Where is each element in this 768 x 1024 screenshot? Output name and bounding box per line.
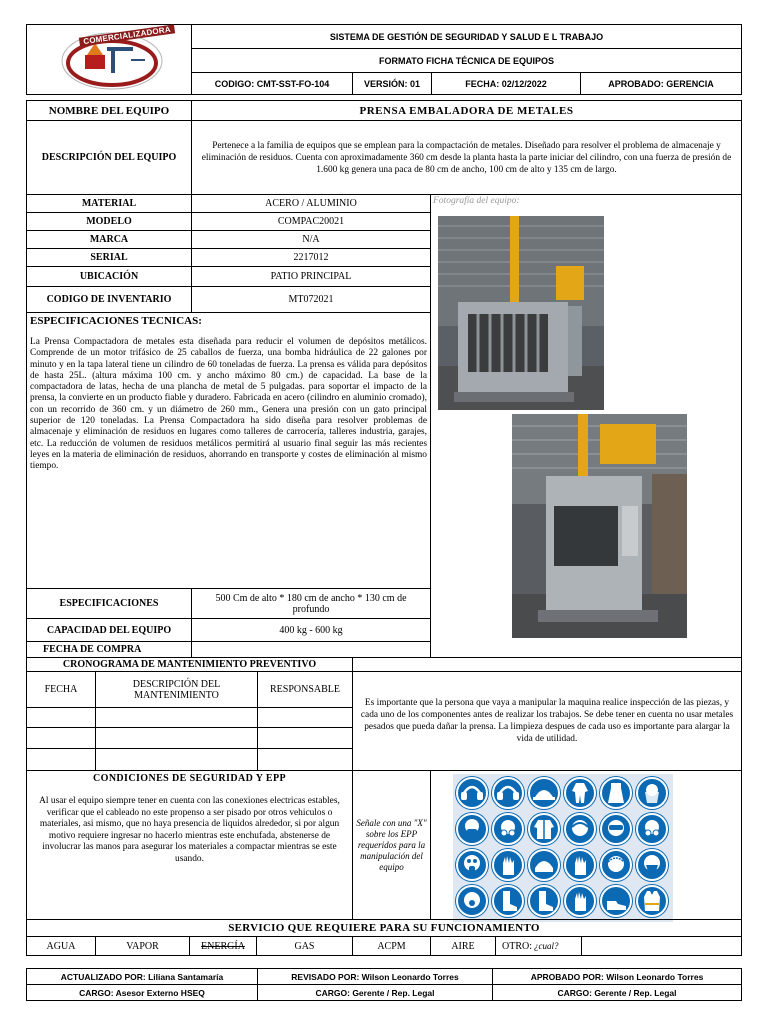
brand-label: MARCA — [26, 230, 192, 249]
approved-role: CARGO: Gerente / Rep. Legal — [492, 984, 742, 1001]
model-value: COMPAC20021 — [191, 212, 431, 231]
service-energia-label: ENERGÍA — [201, 940, 245, 952]
hard-hat-icon[interactable] — [528, 777, 560, 809]
updated-by: ACTUALIZADO POR: Liliana Santamaría — [26, 968, 258, 985]
tech-specs-cell — [26, 312, 431, 589]
service-vapor[interactable]: VAPOR — [95, 936, 190, 956]
capacity-label: CAPACIDAD DEL EQUIPO — [26, 618, 192, 642]
gloves-icon[interactable] — [564, 849, 596, 881]
epp-icon-grid — [453, 774, 673, 922]
ear-defenders-icon[interactable] — [492, 777, 524, 809]
equipment-desc-label: DESCRIPCIÓN DEL EQUIPO — [26, 120, 192, 195]
maintenance-col-fecha: FECHA — [26, 671, 96, 708]
inventory-code-label: CODIGO DE INVENTARIO — [26, 286, 192, 313]
maintenance-cell[interactable] — [257, 707, 353, 728]
head-protection-icon[interactable] — [564, 813, 596, 845]
maintenance-note-cell — [352, 671, 742, 771]
dust-mask-icon[interactable] — [456, 885, 488, 917]
approved-by: APROBADO POR: Wilson Leonardo Torres — [492, 968, 742, 985]
photo-label: Fotografía del equipo: — [433, 196, 520, 206]
specifications-label: ESPECIFICACIONES — [26, 588, 192, 619]
boots-icon[interactable] — [528, 885, 560, 917]
safety-cell — [26, 770, 353, 920]
tech-specs-text: La Prensa Compactadora de metales esta diseñada para reducir el volumen de depósitos metálicos. Comprende de un motor trifásico de 25 caballos de fuerza, una bomba hidráulica de 22 galones por minuto y en la tapa lateral tiene un cilindro de 60 toneladas de fuerza. La prensa es válida para depósitos de hasta 25L. (altura máxima 100 cm. y ancho máximo 80 cm.) de capacidad. La base de la compactadora de latas, hecha de una plancha de metal de 5 pulgadas. para soportar el impacto de la prensa, la convierte en un producto fiable y duradero. Fabricada en acero (cilindro en aluminio cromado), con un recorrido de 360 cm. y un diámetro de 260 mm., Genera una presión con un gato principal superior de 120 toneladas. La Prensa Compactadora ha sido diseña para resolver problemas de almacenaje y eliminación de residuos en lugares como talleres de carrocería, talleres industria, garajes, etc. La reducción de volumen de residuos metálicos permitirá al usuario final seguir las más recientes leyes en la materia de eliminación de residuos, ahorrando en transporte y costes de eliminación al mismo tiempo. — [30, 337, 427, 472]
safety-title: CONDICIONES DE SEGURIDAD Y EPP — [93, 773, 286, 784]
brand-value: N/A — [191, 230, 431, 249]
equipment-desc-cell — [191, 120, 742, 195]
reviewed-by: REVISADO POR: Wilson Leonardo Torres — [257, 968, 493, 985]
service-acpm[interactable]: ACPM — [352, 936, 431, 956]
ear-defenders-icon[interactable] — [456, 777, 488, 809]
hair-net-icon[interactable] — [600, 849, 632, 881]
gloves-icon[interactable] — [492, 849, 524, 881]
respirator-icon[interactable] — [492, 813, 524, 845]
location-label: UBICACIÓN — [26, 266, 192, 287]
maintenance-cell[interactable] — [26, 707, 96, 728]
apron-icon[interactable] — [600, 777, 632, 809]
material-label: MATERIAL — [26, 194, 192, 213]
equipment-name-value: PRENSA EMBALADORA DE METALES — [191, 100, 742, 121]
helmet-icon[interactable] — [528, 849, 560, 881]
doc-code: CODIGO: CMT-SST-FO-104 — [191, 72, 353, 95]
mask-icon[interactable] — [456, 813, 488, 845]
services-title: SERVICIO QUE REQUIERE PARA SU FUNCIONAMIENTO — [26, 919, 742, 937]
maintenance-cell[interactable] — [95, 727, 258, 749]
doc-date: FECHA: 02/12/2022 — [431, 72, 581, 95]
service-gas[interactable]: GAS — [256, 936, 353, 956]
model-label: MODELO — [26, 212, 192, 231]
safety-text: Al usar el equipo siempre tener en cuenta con las conexiones electricas estables, verificar que el cableado no este propenso a ser pisado por otros vehiculos o materiales, asi mismo, que no haya presencia de liquidos alrededor, si por algun motivo requiere ingresar no hacerlo mientras este enchufada, abstenerse de involucrar las manos para asegurar los materiales a compactar mientras se este usando. — [39, 796, 340, 864]
service-otro-label: OTRO: — [502, 940, 532, 952]
epp-instruction-cell — [352, 770, 431, 920]
doc-approved: APROBADO: GERENCIA — [580, 72, 742, 95]
maintenance-col-desc: DESCRIPCIÓN DEL MANTENIMIENTO — [95, 671, 258, 708]
maintenance-right-top — [352, 657, 742, 672]
serial-value: 2217012 — [191, 248, 431, 267]
maintenance-cell[interactable] — [26, 727, 96, 749]
material-value: ACERO / ALUMINIO — [191, 194, 431, 213]
inventory-code-value: MT072021 — [191, 286, 431, 313]
doc-version: VERSIÓN: 01 — [352, 72, 432, 95]
maintenance-cell[interactable] — [257, 748, 353, 771]
gas-mask-icon[interactable] — [456, 849, 488, 881]
epp-instruction: Señale con una "X" sobre los EPP requeridos para la manipulación del equipo — [356, 817, 427, 872]
equipment-photo-2 — [512, 414, 687, 638]
goggles-icon[interactable] — [600, 813, 632, 845]
face-shield-icon[interactable] — [636, 777, 668, 809]
maintenance-title: CRONOGRAMA DE MANTENIMIENTO PREVENTIVO — [26, 657, 353, 672]
location-value: PATIO PRINCIPAL — [191, 266, 431, 287]
coverall-icon[interactable] — [564, 777, 596, 809]
service-energia[interactable] — [189, 936, 257, 956]
service-agua[interactable]: AGUA — [26, 936, 96, 956]
equipment-desc-value: Pertenece a la familia de equipos que se emplean para la compactación de metales. Diseñado para resolver el problema de almacenaje y eliminación de residuos. Cuenta con aproximadamente 360 cm desde la planta hasta la parte iniciar del cilindro, con una fuerza de presión de 1.600 kg genera una paca de 80 cm de ancho, 100 cm de alto y 135 cm de largo. — [201, 140, 732, 175]
system-title: SISTEMA DE GESTIÓN DE SEGURIDAD Y SALUD E L TRABAJO — [191, 24, 742, 49]
capacity-value: 400 kg - 600 kg — [191, 618, 431, 642]
boots-icon[interactable] — [492, 885, 524, 917]
maintenance-cell[interactable] — [26, 748, 96, 771]
vest-icon[interactable] — [636, 885, 668, 917]
serial-label: SERIAL — [26, 248, 192, 267]
equipment-photo-1 — [438, 216, 604, 410]
header-logo-cell — [26, 24, 192, 95]
maintenance-cell[interactable] — [257, 727, 353, 749]
purchase-date-label: FECHA DE COMPRA — [26, 641, 192, 658]
maintenance-col-resp: RESPONSABLE — [257, 671, 353, 708]
respirator-icon[interactable] — [636, 813, 668, 845]
logo-wordmark: COMERCIALIZADORA — [79, 24, 175, 46]
specifications-value: 500 Cm de alto * 180 cm de ancho * 130 cm de profundo — [191, 588, 431, 619]
form-title: FORMATO FICHA TÉCNICA DE EQUIPOS — [191, 48, 742, 73]
face-mask-icon[interactable] — [636, 849, 668, 881]
service-otro[interactable] — [495, 936, 582, 956]
reviewed-role: CARGO: Gerente / Rep. Legal — [257, 984, 493, 1001]
maintenance-note: Es importante que la persona que vaya a manipular la maquina realice inspección de las piezas, y cada uno de los componentes antes de realizar los trabajos. Se debe tener en cuenta no usar metales pesados que pueda dañar la prensa. La limpieza despues de cada uso es importante para alargar la vida de utilidad. — [360, 698, 734, 744]
maintenance-cell[interactable] — [95, 707, 258, 728]
equipment-name-label: NOMBRE DEL EQUIPO — [26, 100, 192, 121]
service-aire[interactable]: AIRE — [430, 936, 496, 956]
jacket-icon[interactable] — [528, 813, 560, 845]
service-otro-blank[interactable] — [581, 936, 742, 956]
service-otro-value: ¿cual? — [534, 941, 559, 951]
purchase-date-value — [191, 641, 431, 658]
updated-role: CARGO: Asesor Externo HSEQ — [26, 984, 258, 1001]
tech-specs-title: ESPECIFICACIONES TECNICAS: — [30, 315, 202, 327]
footwear-icon[interactable] — [600, 885, 632, 917]
maintenance-cell[interactable] — [95, 748, 258, 771]
gloves-icon[interactable] — [564, 885, 596, 917]
